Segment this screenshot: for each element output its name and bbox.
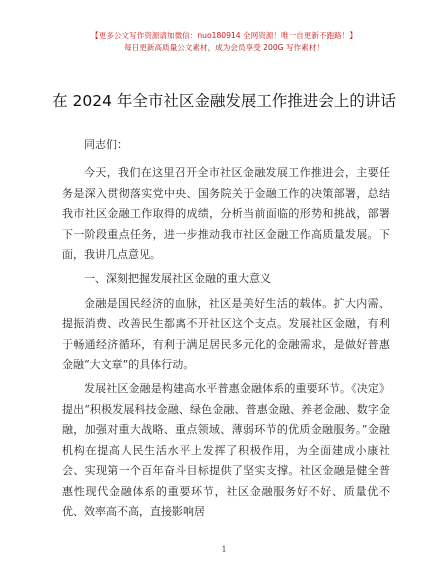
promo-banner: [0, 30, 448, 54]
promo-line-1: 【更多公文写作资源请加微信：nuo180914 全网资源！唯一自更新不跑路！】: [91, 31, 357, 40]
document-title: 在 2024 年全市社区金融发展工作推进会上的讲话: [52, 92, 396, 110]
page-number: 1: [221, 545, 227, 554]
paragraph-intro: 今天，我们在这里召开全市社区金融发展工作推进会，主要任务是深入贯彻落实党中央、国务院关于金融工作的决策部署，总结我市社区金融工作取得的成绩，分析当前面临的形势和挑战，部署下一阶段重点任务，进一步推动我市社区金融工作高质量发展。下面，我讲几点意见。: [62, 166, 390, 262]
promo-line-2: 每日更新高质量公文素材，成为会员享受 200G 写作素材！: [124, 43, 324, 52]
paragraph-3: 发展社区金融是构建高水平普惠金融体系的重要环节。《决定》提出“积极发展科技金融、绿色金融、普惠金融、养老金融、数字金融，加强对重大战略、重点领域、薄弱环节的优质金融服务。”金融机构在提高人民生活水平上发挥了积极作用，为全面建成小康社会、实现第一个百年奋斗目标提供了坚实支撑。社区金融是健全普惠性现代金融体系的重要环节，社区金融服务好不好、质量优不优、效率高不高，直接影响居: [62, 382, 390, 518]
section-heading-1: 一、深刻把握发展社区金融的重大意义: [84, 272, 271, 286]
document-body: [62, 135, 390, 526]
salutation: 同志们：: [84, 138, 128, 151]
paragraph-2: 金融是国民经济的血脉，社区是美好生活的载体。扩大内需、提振消费、改善民生都离不开社区这个支点。发展社区金融，有利于畅通经济循环，有利于满足居民多元化的金融需求，是做好普惠金融“大文章”的具体行动。: [62, 296, 390, 372]
